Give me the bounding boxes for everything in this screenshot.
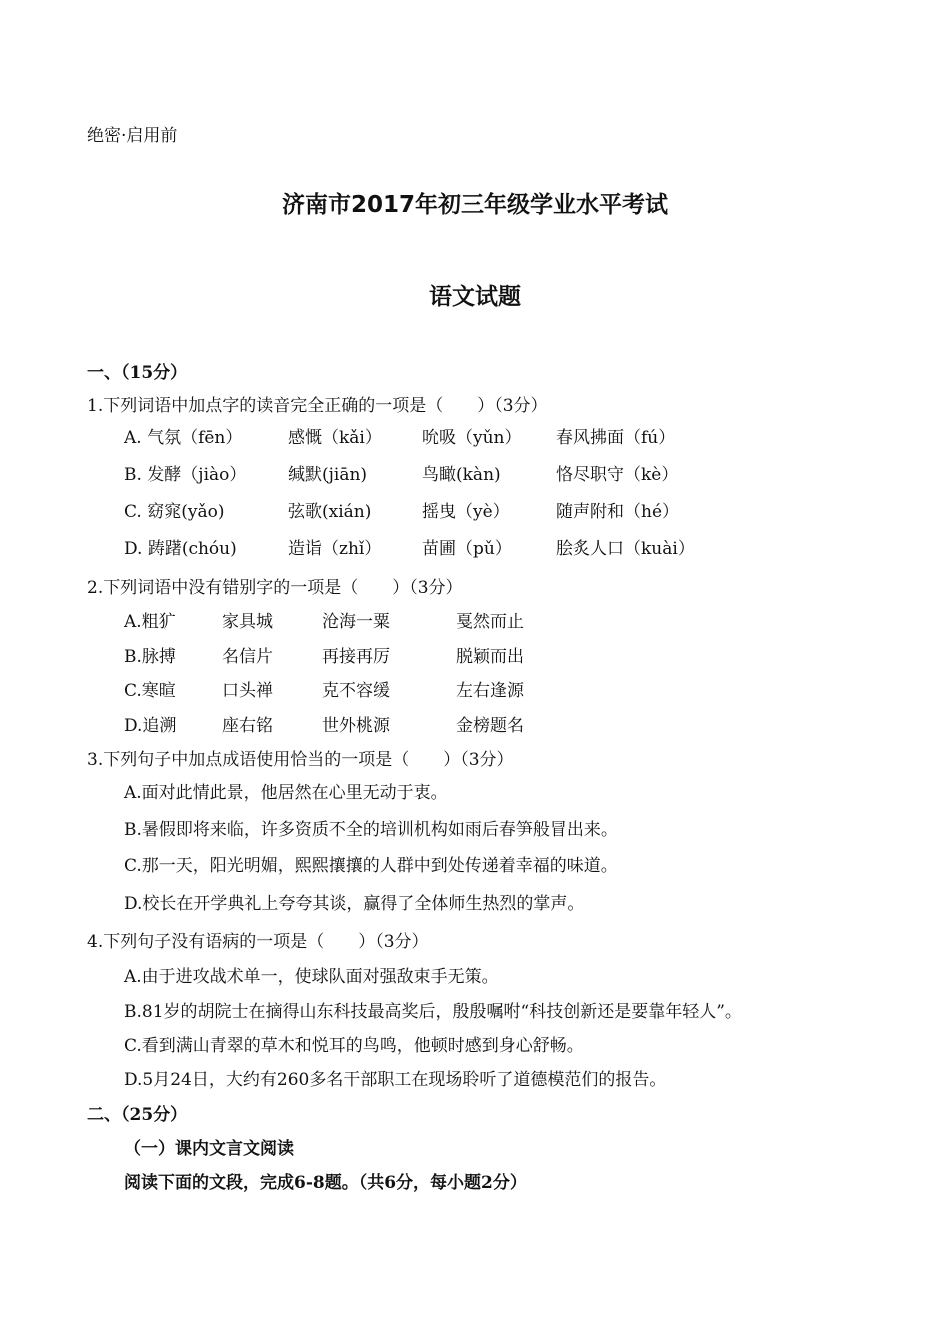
q1-option-c-4: 随声附和（hé） — [556, 502, 680, 522]
q1-option-c-2: 弦歌(xián) — [288, 502, 372, 522]
q2-option-c-1: C.寒暄 — [124, 681, 176, 701]
q1-option-b-4: 恪尽职守（kè） — [556, 465, 679, 485]
q1-option-a-2: 感慨（kǎi） — [288, 428, 382, 448]
q1-option-b-1: B. 发酵（jiào） — [124, 465, 247, 485]
q2-option-a-4: 戛然而止 — [456, 612, 524, 632]
q4-option-d: D.5月24日，大约有260多名干部职工在现场聆听了道德模范们的报告。 — [124, 1070, 667, 1090]
q1-option-c-1: C. 窈窕(yǎo) — [124, 502, 225, 522]
q3-option-a: A.面对此情此景，他居然在心里无动于衷。 — [124, 783, 448, 803]
part2-heading: 二、（25分） — [87, 1105, 188, 1125]
q1-option-d-1: D. 踌躇(chóu) — [124, 539, 237, 559]
q2-option-a-1: A.粗犷 — [124, 612, 176, 632]
q3-option-b: B.暑假即将来临，许多资质不全的培训机构如雨后春笋般冒出来。 — [124, 820, 618, 840]
q2-option-b-4: 脱颖而出 — [456, 647, 524, 667]
page-subtitle: 语文试题 — [429, 284, 521, 310]
part2-instruction: 阅读下面的文段，完成6-8题。（共6分，每小题2分） — [124, 1173, 527, 1193]
q2-option-b-3: 再接再厉 — [322, 647, 390, 667]
q2-option-d-3: 世外桃源 — [322, 716, 390, 736]
q4-option-b: B.81岁的胡院士在摘得山东科技最高奖后，殷殷嘱咐“科技创新还是要靠年轻人”。 — [124, 1002, 742, 1022]
q1-option-d-3: 苗圃（pǔ） — [422, 539, 512, 559]
q1-option-d-2: 造诣（zhǐ） — [288, 539, 382, 559]
question-1-stem: 1.下列词语中加点字的读音完全正确的一项是（ ）（3分） — [87, 396, 548, 416]
q3-option-d: D.校长在开学典礼上夸夸其谈，赢得了全体师生热烈的掌声。 — [124, 894, 585, 914]
q2-option-a-3: 沧海一粟 — [322, 612, 390, 632]
part1-heading: 一、（15分） — [87, 363, 188, 383]
q2-option-d-2: 座右铭 — [222, 716, 273, 736]
q1-option-a-4: 春风拂面（fú） — [556, 428, 676, 448]
q2-option-b-2: 名信片 — [222, 647, 273, 667]
q1-option-b-3: 鸟瞰(kàn) — [422, 465, 501, 485]
q1-option-a-1: A. 气氛（fēn） — [124, 428, 243, 448]
q2-option-b-1: B.脉搏 — [124, 647, 176, 667]
question-2-stem: 2.下列词语中没有错别字的一项是（ ）（3分） — [87, 578, 463, 598]
q2-option-d-1: D.追溯 — [124, 716, 177, 736]
question-4-stem: 4.下列句子没有语病的一项是（ ）（3分） — [87, 932, 429, 952]
q4-option-c: C.看到满山青翠的草木和悦耳的鸟鸣，他顿时感到身心舒畅。 — [124, 1036, 584, 1056]
question-3-stem: 3.下列句子中加点成语使用恰当的一项是（ ）（3分） — [87, 750, 514, 770]
q4-option-a: A.由于进攻战术单一，使球队面对强敌束手无策。 — [124, 967, 499, 987]
q2-option-c-2: 口头禅 — [222, 681, 273, 701]
q1-option-d-4: 脍炙人口（kuài） — [556, 539, 695, 559]
q3-option-c: C.那一天，阳光明媚，熙熙攘攘的人群中到处传递着幸福的味道。 — [124, 856, 618, 876]
q2-option-d-4: 金榜题名 — [456, 716, 524, 736]
page-title: 济南市2017年初三年级学业水平考试 — [281, 192, 668, 218]
part2-section-1-title: （一）课内文言文阅读 — [124, 1139, 294, 1159]
q1-option-a-3: 吮吸（yǔn） — [422, 428, 522, 448]
q1-option-c-3: 摇曳（yè） — [422, 502, 510, 522]
q2-option-a-2: 家具城 — [222, 612, 273, 632]
q1-option-b-2: 缄默(jiān) — [288, 465, 368, 485]
q2-option-c-3: 克不容缓 — [322, 681, 390, 701]
confidential-label: 绝密·启用前 — [87, 126, 178, 146]
q2-option-c-4: 左右逢源 — [456, 681, 524, 701]
